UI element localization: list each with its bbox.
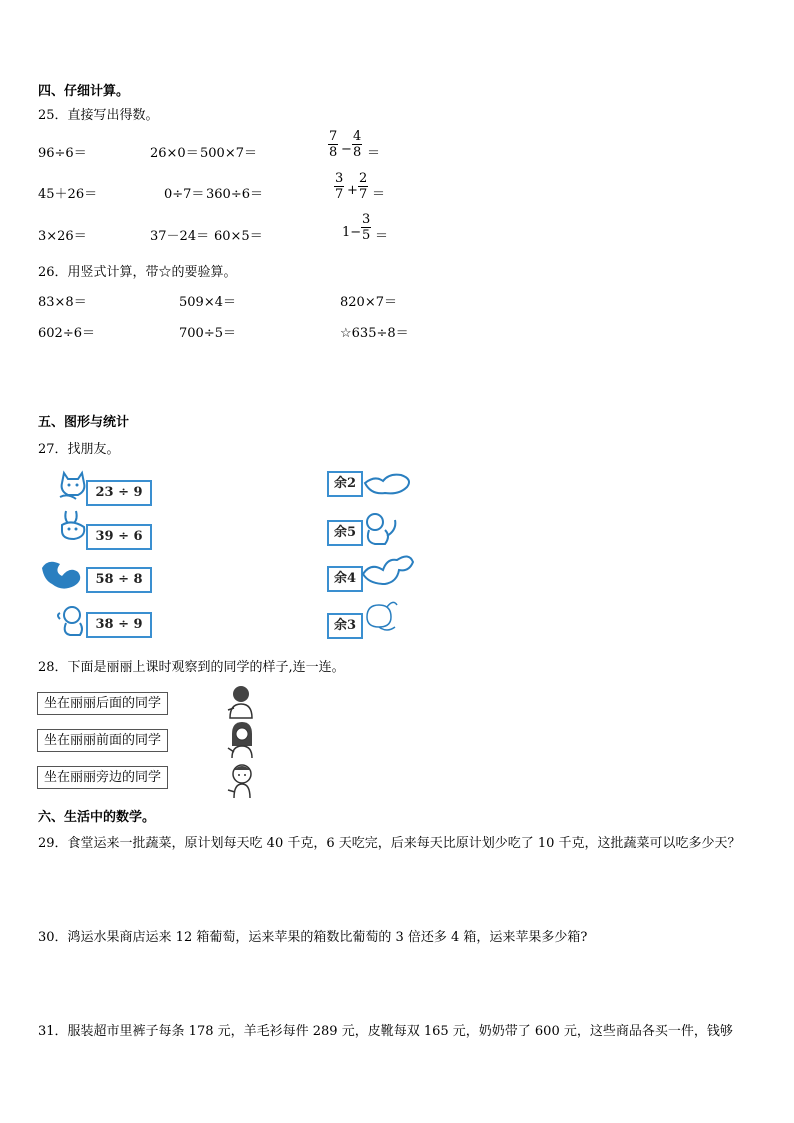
question-25-label: 25．直接写出得数。 (38, 108, 159, 123)
numerator: 4 (353, 129, 362, 144)
operator: + (347, 183, 358, 198)
denominator: 7 (335, 187, 344, 202)
expr-26-6: ☆635÷8＝ (340, 326, 409, 341)
option-student-behind[interactable]: 坐在丽丽后面的同学 (37, 692, 168, 715)
remainder-label: 余2 (327, 471, 363, 497)
card-left-3[interactable] (40, 564, 156, 590)
monkey-icon (361, 510, 401, 546)
squirrel-icon (40, 558, 86, 592)
equals-sign: ＝ (372, 187, 386, 202)
card-left-1[interactable] (56, 477, 156, 503)
squirrel-icon (361, 548, 415, 588)
expr-25-1b: 26×0＝ (150, 146, 199, 161)
numerator: 3 (362, 212, 371, 227)
expr-25-2b: 0÷7＝ (164, 187, 205, 202)
expr-25-1c: 500×7＝ (200, 146, 257, 161)
denominator: 8 (329, 145, 338, 160)
whole-minus: 1− (342, 225, 362, 240)
section-5-title: 五、图形与统计 (38, 415, 130, 430)
question-27-label: 27．找朋友。 (38, 442, 120, 457)
numerator: 2 (359, 171, 368, 186)
option-student-front[interactable]: 坐在丽丽前面的同学 (37, 729, 168, 752)
remainder-label: 余3 (327, 613, 363, 639)
expr-26-3: 820×7＝ (340, 295, 397, 310)
expr-25-2a: 45＋26＝ (38, 187, 98, 202)
expr-26-4: 602÷6＝ (38, 326, 95, 341)
expr-25-1a: 96÷6＝ (38, 146, 87, 161)
question-29: 29．食堂运来一批蔬菜，原计划每天吃 40 千克，6 天吃完，后来每天比原计划少吃了 10 千克，这批蔬菜可以吃多少天？ (38, 836, 741, 851)
student-front-view-icon[interactable] (226, 720, 258, 760)
squirrel-icon (361, 467, 415, 497)
expr-26-5: 700÷5＝ (179, 326, 236, 341)
expr-25-3a: 3×26＝ (38, 229, 87, 244)
section-6-title: 六、生活中的数学。 (38, 810, 156, 825)
mouse-icon (361, 597, 401, 633)
fraction-25-3 (361, 212, 371, 243)
denominator: 5 (362, 228, 371, 243)
expr-25-2c: 360÷6＝ (206, 187, 263, 202)
card-right-1[interactable] (327, 469, 417, 495)
expr-26-2: 509×4＝ (179, 295, 236, 310)
equals-sign: ＝ (375, 229, 389, 244)
expr-25-3b: 37－24＝ (150, 229, 210, 244)
card-right-4[interactable] (327, 611, 417, 637)
fraction-25-2-second (358, 171, 368, 202)
student-side-view-icon[interactable] (226, 762, 258, 800)
expr-25-3c: 60×5＝ (214, 229, 263, 244)
denominator: 8 (353, 145, 362, 160)
fraction-25-1-second (352, 129, 362, 160)
fraction-25-1-first (328, 129, 338, 160)
question-28-label: 28．下面是丽丽上课时观察到的同学的样子,连一连。 (38, 660, 345, 675)
card-right-2[interactable] (327, 518, 417, 544)
division-expression: 58 ÷ 8 (86, 567, 152, 593)
question-26-label: 26．用竖式计算，带☆的要验算。 (38, 265, 237, 280)
numerator: 3 (335, 171, 344, 186)
numerator: 7 (329, 129, 338, 144)
equals-sign: ＝ (367, 146, 381, 161)
division-expression: 39 ÷ 6 (86, 524, 152, 550)
expr-26-1: 83×8＝ (38, 295, 87, 310)
remainder-label: 余4 (327, 566, 363, 592)
division-expression: 38 ÷ 9 (86, 612, 152, 638)
card-right-3[interactable] (327, 564, 417, 590)
card-left-2[interactable] (56, 521, 156, 547)
card-left-4[interactable] (56, 609, 156, 635)
student-back-view-icon[interactable] (224, 684, 258, 720)
option-student-beside[interactable]: 坐在丽丽旁边的同学 (37, 766, 168, 789)
operator: − (341, 142, 352, 157)
question-31: 31．服装超市里裤子每条 178 元，羊毛衫每件 289 元，皮靴每双 165 元，奶奶带了 600 元，这些商品各买一件，钱够 (38, 1024, 733, 1039)
question-30: 30．鸿运水果商店运来 12 箱葡萄，运来苹果的箱数比葡萄的 3 倍还多 4 箱，运来苹果多少箱? (38, 930, 588, 945)
section-4-title: 四、仔细计算。 (38, 84, 130, 99)
remainder-label: 余5 (327, 520, 363, 546)
division-expression: 23 ÷ 9 (86, 480, 152, 506)
fraction-25-2-first (334, 171, 344, 202)
denominator: 7 (359, 187, 368, 202)
